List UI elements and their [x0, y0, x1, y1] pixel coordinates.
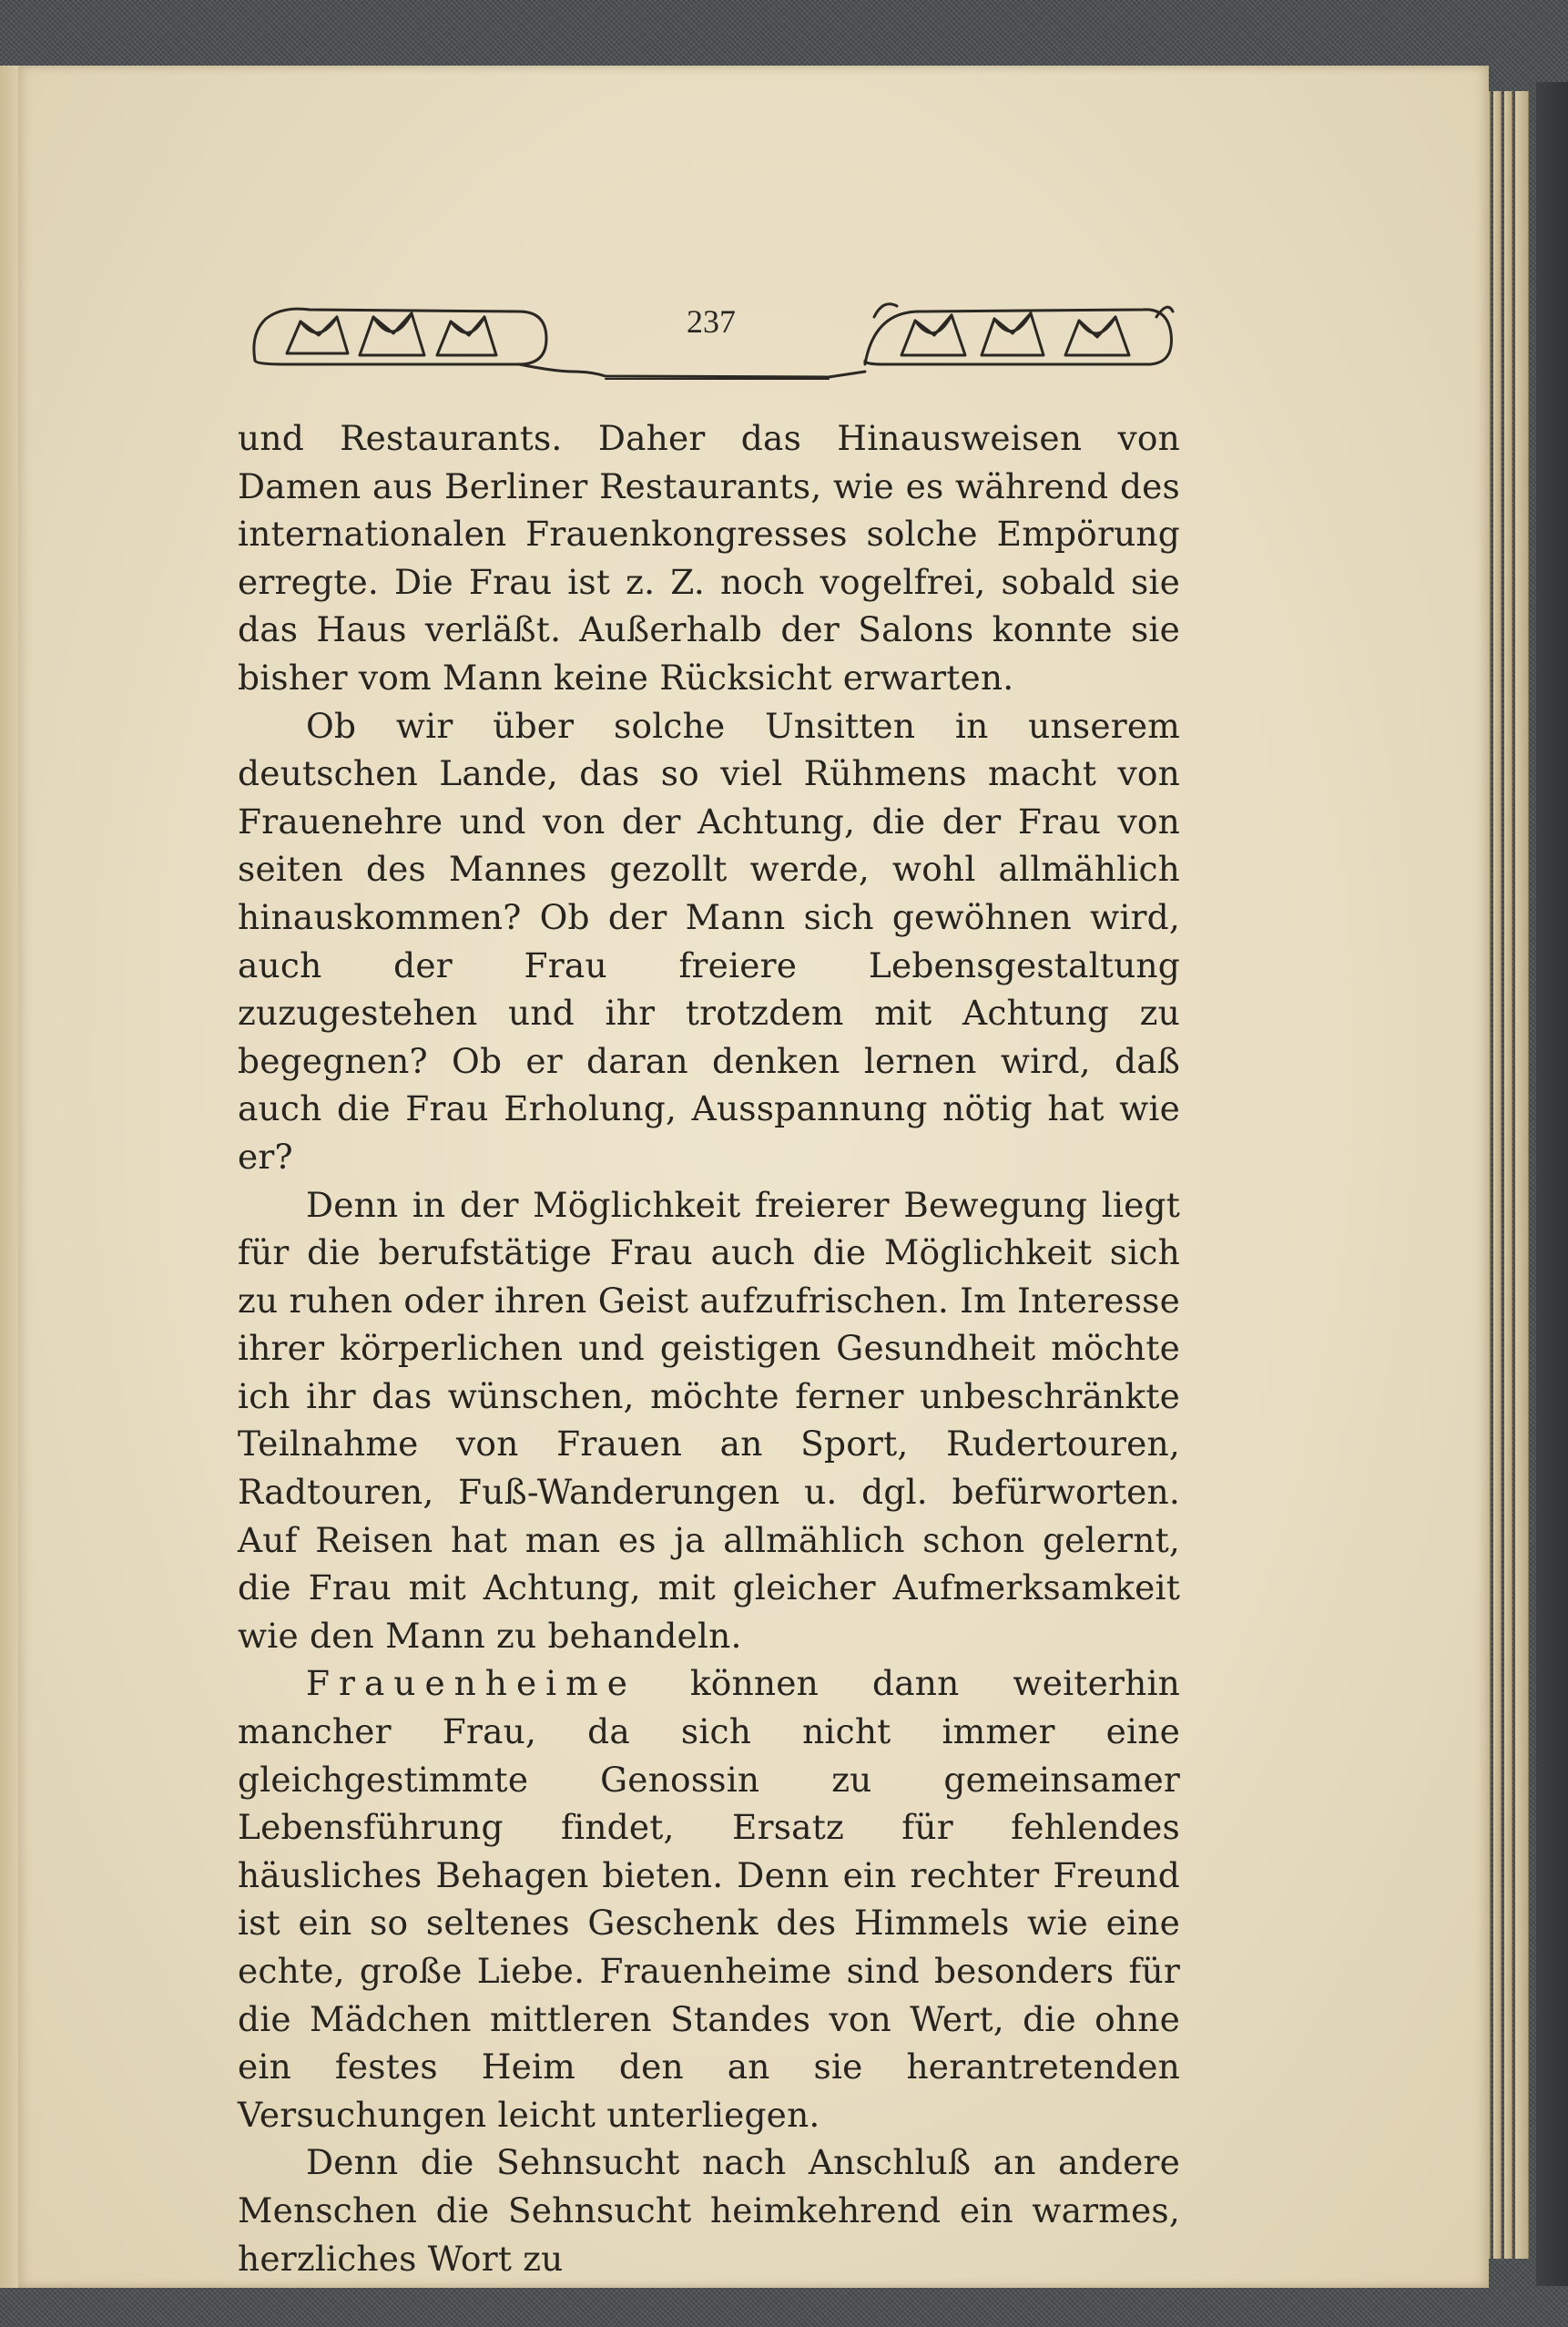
- body-text: [238, 414, 1180, 2282]
- page-stack-edge: [1504, 91, 1512, 2259]
- paragraph: Ob wir über solche Unsitten in unserem deutschen Lande, das so viel Rühmens macht von Frauenehre und von der Achtung, die der Frau von seiten des Mannes gezollt werde, wohl allmählich hinauskommen? Ob der Mann sich gewöhnen wird, auch der Frau freiere Lebensgestaltung zuzugestehen und ihr trotzdem mit Achtung zu begegnen? Ob er daran denken lernen wird, daß auch die Frau Erholung, Ausspannung nötig hat wie er?: [238, 705, 1180, 1177]
- page-stack-edge: [1515, 91, 1529, 2259]
- paragraph-text: können dann weiterhin mancher Frau, da sich nicht immer eine gleichgestimmte Genossin zu gemeinsamer Lebensführung findet, Ersatz für fehlendes häusliches Behagen bieten. Denn ein rechter Freund ist ein so seltenes Geschenk des Himmels wie eine echte, große Liebe. Frauenheime sind besonders für die Mädchen mittleren Standes von Wert, die ohne ein festes Heim den an sie herantretenden Versuchungen leicht unterliegen.: [238, 1663, 1180, 2135]
- paragraph: [238, 1659, 1180, 2138]
- paragraph: Denn in der Möglichkeit freierer Bewegung liegt für die berufstätige Frau auch die Möglichkeit sich zu ruhen oder ihren Geist aufzufrischen. Im Interesse ihrer körperlichen und geistigen Gesundheit möchte ich ihr das wünschen, möchte ferner unbeschränkte Teilnahme von Frauen an Sport, Rudertouren, Radtouren, Fuß-Wanderungen u. dgl. befürworten. Auf Reisen hat man es ja allmählich schon gelernt, die Frau mit Achtung, mit gleicher Aufmerksamkeit wie den Mann zu behandeln.: [238, 1184, 1180, 1656]
- binding-edge: [1536, 82, 1568, 2286]
- spaced-emphasis: Frauenheime: [306, 1663, 636, 1704]
- page-number: 237: [687, 303, 736, 340]
- page-stack-edge: [1493, 91, 1502, 2259]
- paragraph: Denn die Sehnsucht nach Anschluß an andere Menschen die Sehnsucht heimkehrend ein warmes, herzliches Wort zu: [238, 2142, 1180, 2279]
- paragraph: und Restaurants. Daher das Hinausweisen von Damen aus Berliner Restaurants, wie es während des internationalen Frauenkongresses solche Empörung erregte. Die Frau ist z. Z. noch vogelfrei, sobald sie das Haus verläßt. Außerhalb der Salons konnte sie bisher vom Mann keine Rücksicht erwarten.: [238, 418, 1180, 698]
